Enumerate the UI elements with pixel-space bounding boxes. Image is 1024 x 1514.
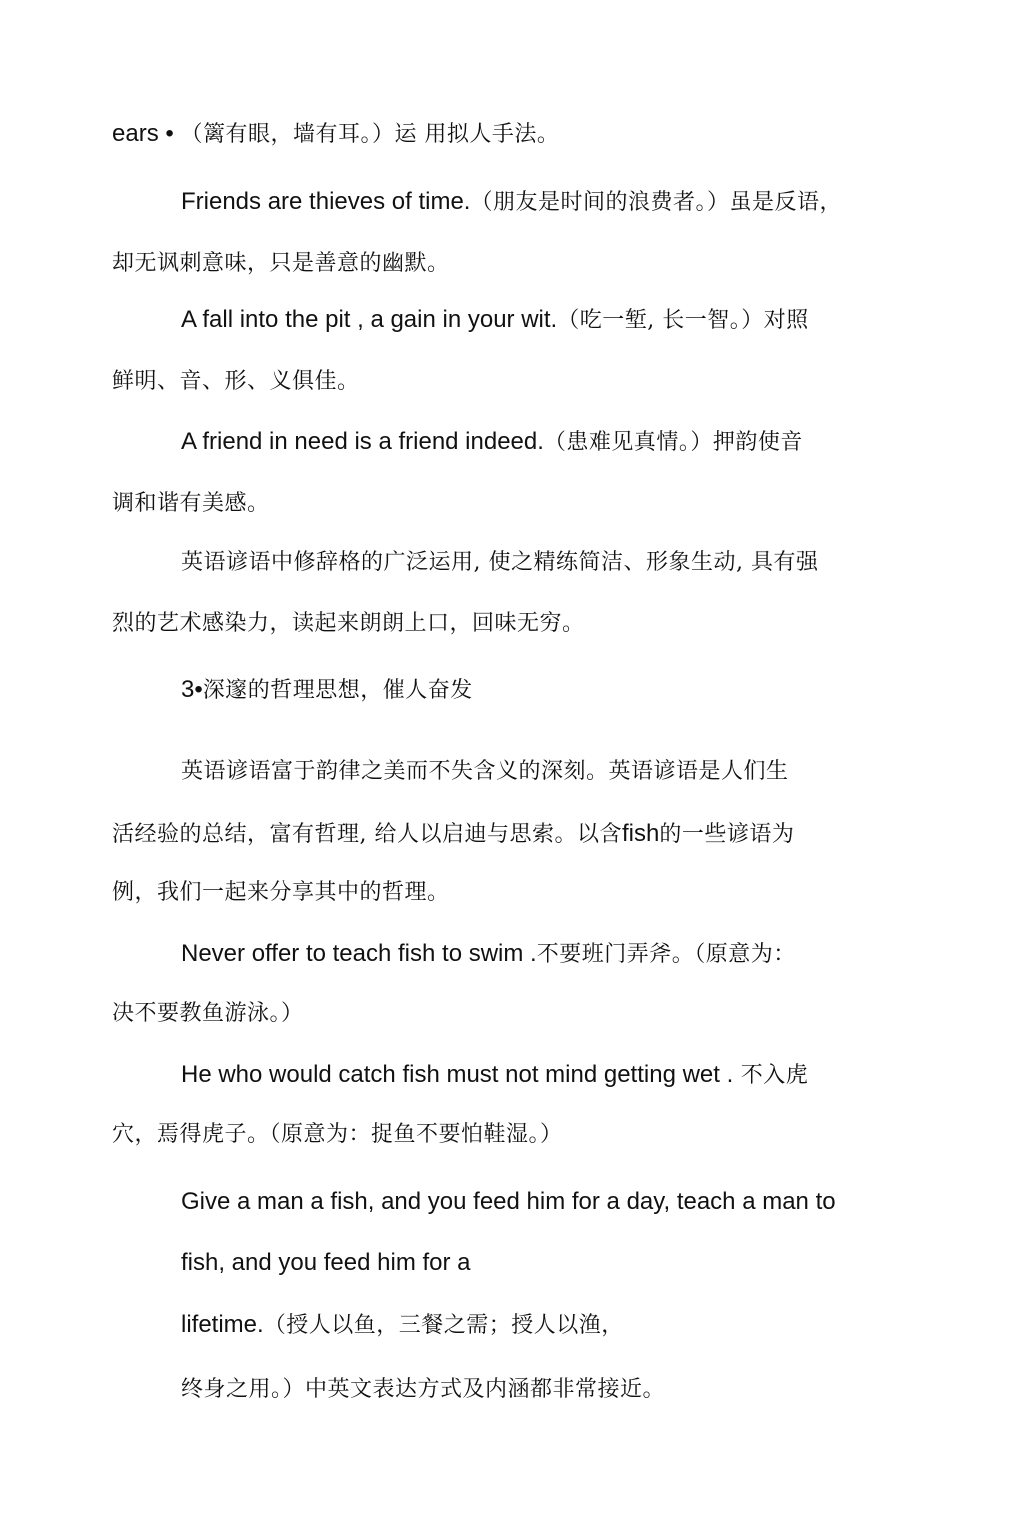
text-line-5 [112,371,360,393]
text-line-13 [112,882,450,904]
english-proverb: fish, and you feed him for a [181,1249,471,1276]
chinese-text: 英语谚语富于韵律之美而不失含义的深刻。英语谚语是人们生 [181,759,789,784]
chinese-text: 烈的艺术感染力，读起来朗朗上口，回味无穷。 [112,611,585,636]
english-proverb: Friends are thieves of time. [181,188,471,215]
chinese-text: 决不要教鱼游泳。） [112,1001,304,1026]
text-line-19 [181,1251,471,1275]
text-line-1 [112,122,559,146]
section-number: 3• [181,676,203,703]
section-heading [181,678,473,702]
chinese-text: 穴，焉得虎子。（原意为：捉鱼不要怕鞋湿。） [112,1122,563,1147]
chinese-text: 英语谚语中修辞格的广泛运用, 使之精练简洁、形象生动, 具有强 [181,550,819,575]
text-line-16 [181,1063,808,1087]
chinese-text: 活经验的总结，富有哲理, 给人以启迪与思索。以含 [112,822,622,847]
text-line-8 [181,552,818,574]
text-line-4 [181,308,809,332]
chinese-text: 例，我们一起来分享其中的哲理。 [112,880,450,905]
english-proverb: A fall into the pit , a gain in your wit. [181,306,558,333]
text-line-3 [112,253,450,275]
chinese-text: （吃一堑, 长一智。）对照 [557,308,809,333]
english-proverb: Give a man a fish, and you feed him for a day, teach a man to [181,1188,836,1215]
chinese-text: 的一些谚语为 [659,822,795,847]
text-line-6 [181,430,803,454]
chinese-text: 鲜明、音、形、义俱佳。 [112,369,360,394]
english-text: ears • [112,120,181,147]
text-line-2 [181,190,842,214]
section-title: 深邃的哲理思想，催人奋发 [202,678,473,703]
english-proverb: Never offer to teach fish to swim . [181,940,537,967]
text-line-17 [112,1124,563,1146]
text-line-14 [181,942,796,966]
text-line-9 [112,613,585,635]
english-proverb: A friend in need is a friend indeed. [181,428,544,455]
chinese-text: （患难见真情。）押韵使音 [543,430,803,455]
chinese-text: 调和谐有美感。 [112,491,270,516]
chinese-text: 却无讽刺意味，只是善意的幽默。 [112,251,450,276]
text-line-11 [181,761,789,783]
chinese-text: （篱有眼，墙有耳。）运 用拟人手法。 [180,122,560,147]
chinese-text: 不入虎 [733,1063,809,1088]
chinese-text: （朋友是时间的浪费者。）虽是反语， [470,190,842,215]
chinese-text: 终身之用。）中英文表达方式及内涵都非常接近。 [181,1377,666,1402]
chinese-text: （授人以鱼，三餐之需；授人以渔， [263,1313,624,1338]
english-word: fish [622,820,660,847]
text-line-20 [181,1313,624,1337]
text-line-18 [181,1190,836,1214]
text-line-21 [181,1379,665,1401]
english-proverb: lifetime. [181,1311,264,1338]
text-line-7 [112,493,270,515]
text-line-15 [112,1003,304,1025]
text-line-12 [112,822,794,846]
chinese-text: 不要班门弄斧。（原意为： [536,942,796,967]
english-proverb: He who would catch fish must not mind getting wet . [181,1061,734,1088]
